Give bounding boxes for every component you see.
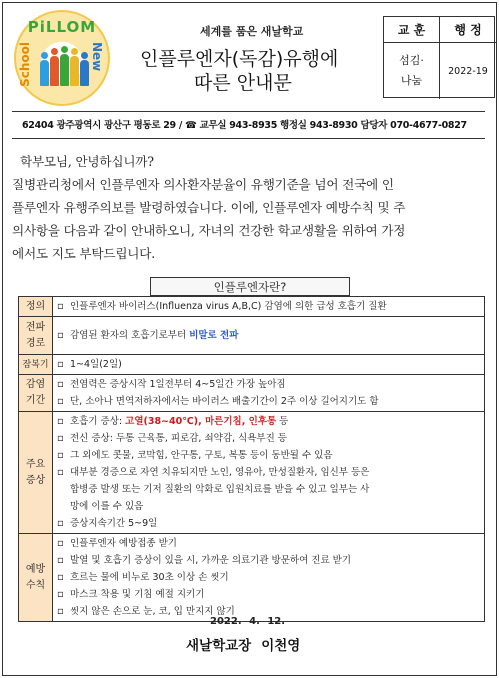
document-title-line2: 따른 안내문 [194, 72, 292, 94]
symptom-item: ▫ 증상지속기간 5~9일 [57, 515, 480, 532]
signer-title: 새날학교장 [186, 638, 252, 654]
motto-label: 교 훈 [384, 17, 440, 43]
divider [12, 111, 485, 112]
symptoms-label: 주요 증상 [19, 412, 53, 534]
logo-text: PiLLOM [27, 18, 97, 36]
info-table [18, 296, 485, 622]
incubation-label: 잠복기 [19, 355, 53, 375]
route-label: 전파 경로 [19, 317, 53, 355]
definition-text: ▫ 인플루엔자 바이러스(Influenza virus A,B,C) 감염에 의한 급성 호흡기 질환 [57, 298, 480, 315]
approval-table [383, 16, 495, 98]
prevention-item: ▫ 인플루엔자 예방접종 받기 [57, 535, 480, 552]
prevention-item: ▫ 마스크 착용 및 기침 예절 지키기 [57, 586, 480, 603]
intro-line: 의사항을 다음과 같이 안내하오니, 자녀의 건강한 학교생활을 위하여 가정 [12, 223, 406, 238]
info-heading: 인플루엔자란? [150, 277, 350, 296]
motto-value: 섬김· 나눔 [384, 43, 440, 99]
definition-label: 정의 [19, 297, 53, 317]
prevention-item: ▫ 흐르는 물에 비누로 30초 이상 손 씻기 [57, 569, 480, 586]
prevention-item: ▫ 씻지 않은 손으로 눈, 코, 입 만지지 않기 [57, 603, 480, 620]
school-slogan: 세계를 품은 새날학교 [200, 25, 304, 38]
intro-line: 질병관리청에서 인플루엔자 의사환자분율이 유행기준을 넘어 전국에 인 [12, 177, 394, 192]
admin-label: 행 정 [440, 17, 496, 43]
greeting: 학부모님, 안녕하십니까? [20, 154, 154, 169]
signer-name: 이천영 [261, 638, 301, 654]
doc-number: 2022-19 [448, 65, 488, 77]
signature [186, 634, 300, 654]
intro-line: 플루엔자 유행주의보를 발령하였습니다. 이에, 인플루엔자 예방수칙 및 주 [12, 200, 406, 215]
intro-line: 에서도 지도 부탁드립니다. [12, 246, 156, 261]
symptom-item: ▫ 호흡기 증상: 고열(38~40℃), 마른기침, 인후통 등 [57, 413, 480, 430]
document-title: 인플루엔자(독감)유행에 [140, 48, 339, 70]
symptom-item: ▫ 그 외에도 콧물, 코막힘, 안구통, 구토, 복통 등이 동반될 수 있음 [57, 447, 480, 464]
symptom-item-cont: 망에 이를 수 있음 [70, 501, 144, 512]
symptom-item: ▫ 전신 증상: 두통 근육통, 피로감, 쇠약감, 식욕부진 등 [57, 430, 480, 447]
symptom-item: ▫ 대부분 경증으로 자연 치유되지만 노인, 영유아, 만성질환자, 임신부 등은 [57, 464, 480, 481]
divider [12, 138, 485, 139]
intro-paragraph [12, 150, 487, 265]
symptom-item-cont: 합병증 발생 또는 기저 질환의 악화로 입원치료를 받을 수 있고 일부는 사 [70, 484, 370, 495]
school-logo: PiLLOM School New [14, 10, 110, 106]
contact-info: 62404 광주광역시 광산구 평동로 29 / ☎ 교무실 943-8935 행정실 943-8930 담당자 070-4677-0827 [22, 120, 467, 131]
period-label: 감염 기간 [19, 375, 53, 412]
prevention-label: 예방 수칙 [19, 534, 53, 622]
period-item: ▫ 전염력은 증상시작 1일전부터 4~5일간 가장 높아짐 [57, 376, 480, 393]
incubation-text: ▫ 1~4일(2일) [57, 356, 480, 373]
route-text: ▫ 감염된 환자의 호흡기로부터 비말로 전파 [57, 327, 480, 344]
period-item: ▫ 단, 소아나 면역저하자에서는 바이러스 배출기간이 2주 이상 길어지기도 함 [57, 393, 480, 410]
people-icon [40, 46, 88, 86]
document-date: 2022. 4. 12. [210, 616, 286, 627]
prevention-item: ▫ 발열 및 호흡기 증상이 있을 시, 가까운 의료기관 방문하여 진료 받기 [57, 552, 480, 569]
